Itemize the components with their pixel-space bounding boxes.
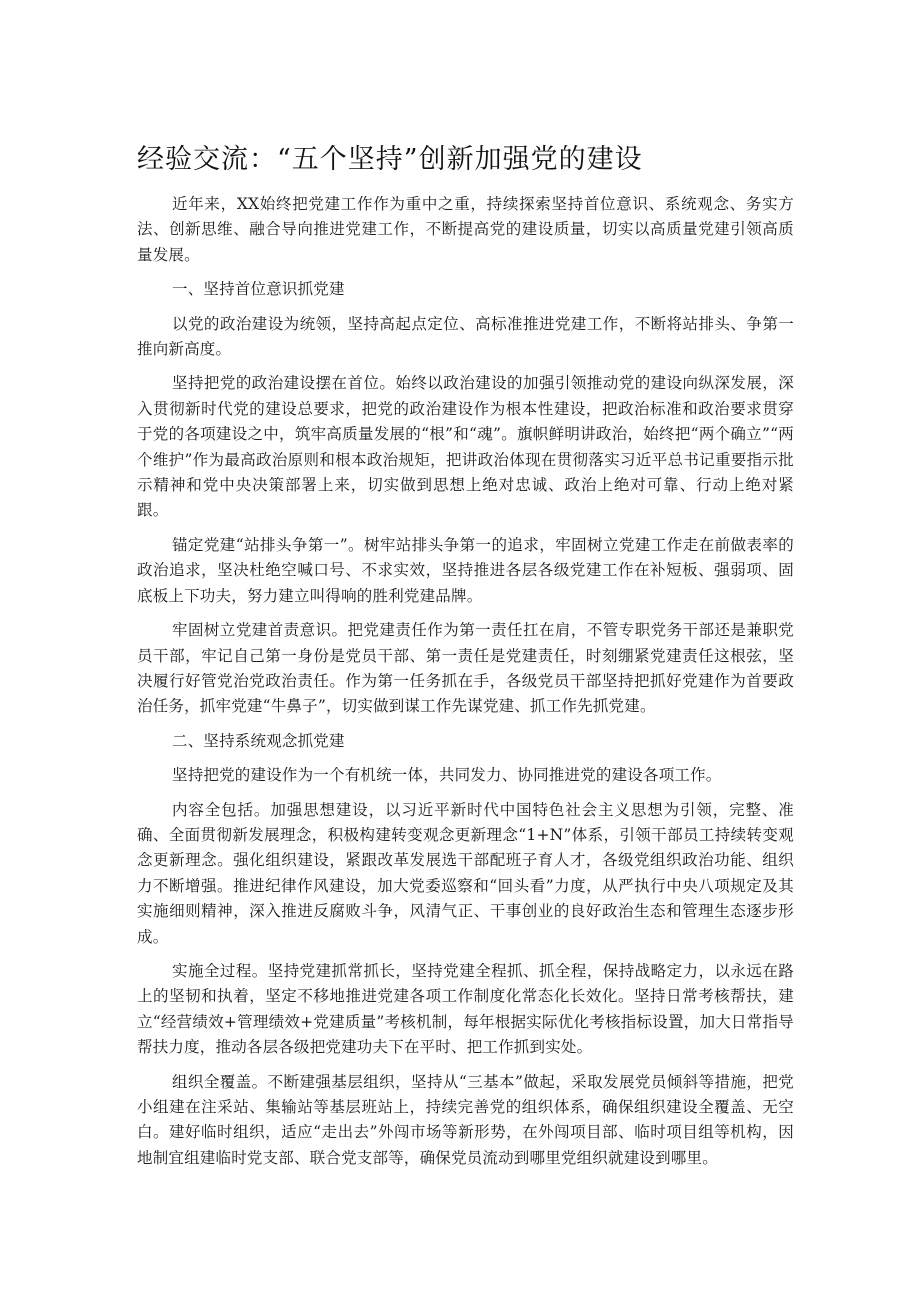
document-title: 经验交流：“五个坚持”创新加强党的建设 bbox=[137, 144, 643, 175]
paragraph: 牢固树立党建首责意识。把党建责任作为第一责任扛在肩，不管专职党务干部还是兼职党员干部，牢记自己第一身份是党员干部、第一责任是党建责任，时刻绷紧党建责任这根弦，坚决履行好管党治党政治责任。作为第一任务抓在手，各级党员干部坚持把抓好党建作为首要政治任务，抓牢党建“牛鼻子”，切实做到谋工作先谋党建、抓工作先抓党建。 bbox=[137, 621, 794, 716]
section-heading-2: 二、坚持系统观念抓党建 bbox=[172, 731, 345, 750]
paragraph: 锚定党建“站排头争第一”。树牢站排头争第一的追求，牢固树立党建工作走在前做表率的政治追求，坚决杜绝空喊口号、不求实效，坚持推进各层各级党建工作在补短板、强弱项、固底板上下功夫，努力建立叫得响的胜利党建品牌。 bbox=[137, 535, 794, 605]
paragraph: 内容全包括。加强思想建设，以习近平新时代中国特色社会主义思想为引领，完整、准确、全面贯彻新发展理念，积极构建转变观念更新理念“1+N”体系，引领干部员工持续转变观念更新理念。强化组织建设，紧跟改革发展选干部配班子育人才，各级党组织政治功能、组织力不断增强。推进纪律作风建设，加大党委巡察和“回头看”力度，从严执行中央八项规定及其实施细则精神，深入推进反腐败斗争，风清气正、干事创业的良好政治生态和管理生态逐步形成。 bbox=[137, 800, 794, 946]
paragraph: 坚持把党的建设作为一个有机统一体，共同发力、协同推进党的建设各项工作。 bbox=[172, 766, 722, 785]
paragraph: 以党的政治建设为统领，坚持高起点定位、高标准推进党建工作，不断将站排头、争第一推向新高度。 bbox=[137, 314, 794, 359]
paragraph-intro: 近年来，XX始终把党建工作作为重中之重，持续探索坚持首位意识、系统观念、务实方法、创新思维、融合导向推进党建工作，不断提高党的建设质量，切实以高质量党建引领高质量发展。 bbox=[137, 195, 794, 264]
paragraph: 坚持把党的政治建设摆在首位。始终以政治建设的加强引领推动党的建设向纵深发展，深入贯彻新时代党的建设总要求，把党的政治建设作为根本性建设，把政治标准和政治要求贯穿于党的各项建设之中，筑牢高质量发展的“根”和“魂”。旗帜鲜明讲政治，始终把“两个确立”“两个维护”作为最高政治原则和根本政治规矩，把讲政治体现在贯彻落实习近平总书记重要指示批示精神和党中央决策部署上来，切实做到思想上绝对忠诚、政治上绝对可靠、行动上绝对紧跟。 bbox=[137, 374, 794, 520]
paragraph: 实施全过程。坚持党建抓常抓长，坚持党建全程抓、抓全程，保持战略定力，以永远在路上的坚韧和执着，坚定不移地推进党建各项工作制度化常态化长效化。坚持日常考核帮扶，建立“经营绩效+管理绩效+党建质量”考核机制，每年根据实际优化考核指标设置，加大日常指导帮扶力度，推动各层各级把党建功夫下在平时、把工作抓到实处。 bbox=[137, 961, 794, 1057]
paragraph: 组织全覆盖。不断建强基层组织，坚持从“三基本”做起，采取发展党员倾斜等措施，把党小组建在注采站、集输站等基层班站上，持续完善党的组织体系，确保组织建设全覆盖、无空白。建好临时组织，适应“走出去”外闯市场等新形势，在外闯项目部、临时项目组等机构，因地制宜组建临时党支部、联合党支部等，确保党员流动到哪里党组织就建设到哪里。 bbox=[137, 1072, 794, 1167]
section-heading-1: 一、坚持首位意识抓党建 bbox=[172, 280, 345, 299]
document-body bbox=[137, 192, 794, 1180]
